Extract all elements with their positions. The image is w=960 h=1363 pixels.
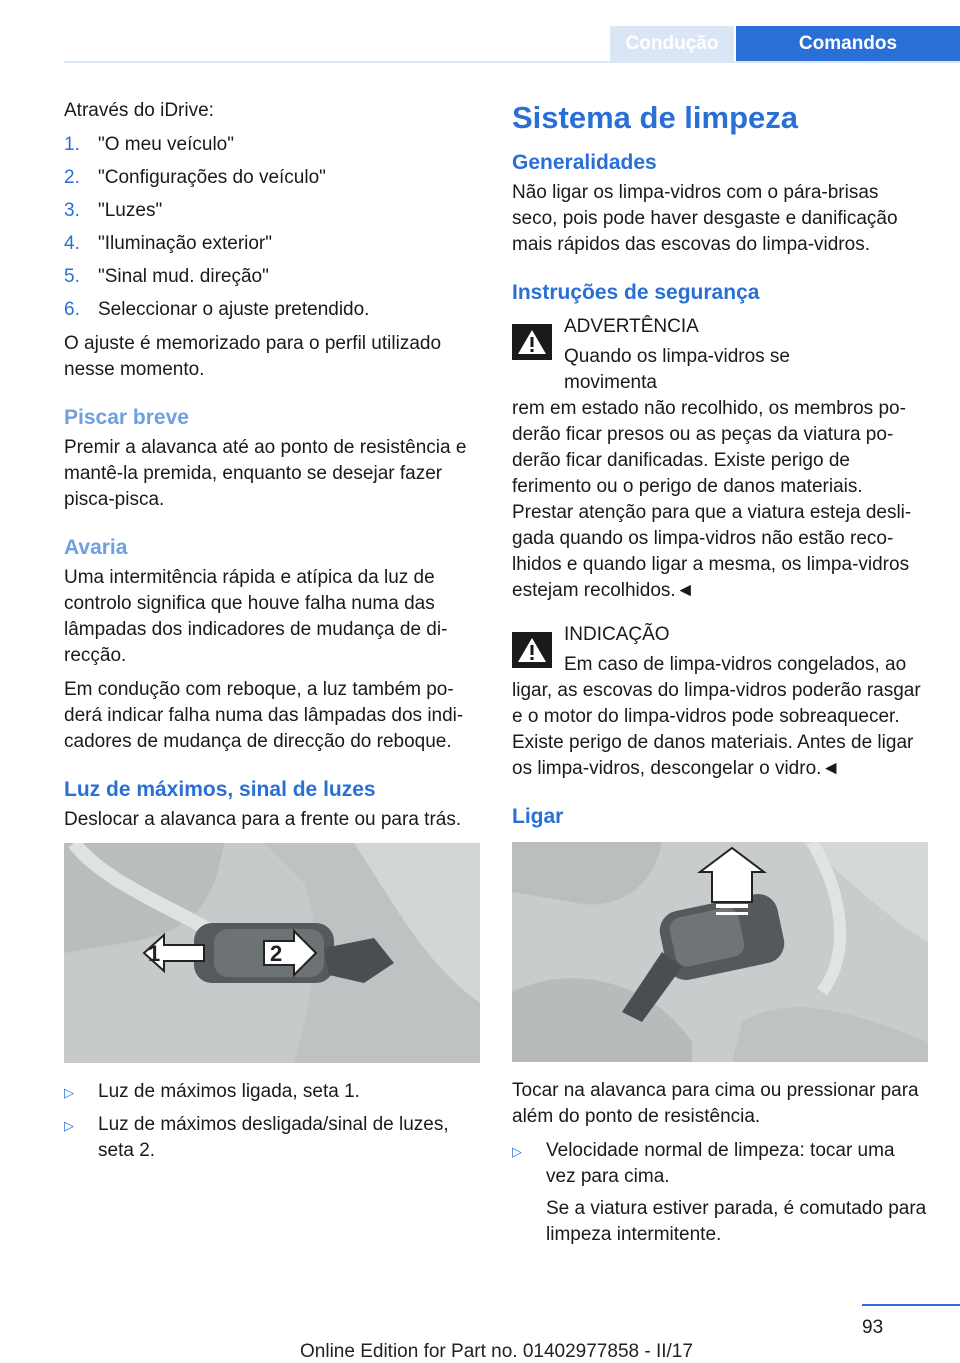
piscar-heading: Piscar breve: [64, 406, 189, 429]
footer-edition: Online Edition for Part no. 01402977858 - II/17: [300, 1341, 693, 1362]
generalidades-text: Não ligar os limpa-vidros com o pára-brisas seco, pois pode haver desgaste e danificação mais rápidos das escovas do limpa-vidros.: [512, 182, 898, 255]
step-item: 3. "Luzes": [64, 200, 163, 221]
notice-label: INDICAÇÃO: [564, 624, 670, 645]
page-title: Sistema de limpeza: [512, 100, 799, 135]
wiper-illustration: [512, 842, 928, 1062]
step-item: 2. "Configurações do veículo": [64, 167, 326, 188]
notice-text: ligar, as escovas do limpa-vidros poderão rasgar e o motor do limpa-vidros pode sobreaquecer. Existe perigo de danos materiais. Antes de ligar os limpa-vidros, descongelar o vidro.◄: [512, 680, 921, 779]
idrive-steps: [64, 132, 480, 323]
header-section-tab: Condução: [610, 26, 734, 61]
generalidades-heading: Generalidades: [512, 151, 657, 174]
list-item: ▷ Velocidade normal de limpeza: tocar uma vez para cima.: [512, 1138, 928, 1190]
ligar-bullets: [512, 1138, 928, 1190]
avaria-para-1: Uma intermitência rápida e atípica da luz de controlo significa que houve falha numa das lâmpadas dos indicadores de mudança de direcção.: [64, 567, 448, 666]
right-column: [512, 98, 928, 1256]
info-notice: [512, 622, 928, 782]
step-item: 4. "Iluminação exterior": [64, 233, 273, 254]
warning-triangle-icon: [512, 324, 552, 360]
triangle-bullet-icon: ▷: [512, 1144, 522, 1159]
warning-first-line: Quando os limpa-vidros se movimenta: [564, 346, 790, 393]
avaria-para-2: Em condução com reboque, a luz também poderá indicar falha numa das lâmpadas dos indicadores de mudança de direcção do reboque.: [64, 679, 464, 752]
warning-notice: [512, 314, 928, 604]
avaria-heading: Avaria: [64, 536, 128, 559]
triangle-bullet-icon: ▷: [64, 1085, 74, 1100]
seguranca-heading: Instruções de segurança: [512, 281, 760, 304]
notice-first-line: Em caso de limpa-vidros congelados, ao: [564, 654, 907, 675]
left-column: [64, 98, 480, 1170]
beam-bullets: [64, 1079, 480, 1164]
luz-text: Deslocar a alavanca para a frente ou para trás.: [64, 809, 462, 830]
notice-triangle-icon: [512, 632, 552, 668]
list-item: ▷ Luz de máximos desligada/sinal de luzes, seta 2.: [64, 1112, 480, 1164]
triangle-bullet-icon: ▷: [64, 1118, 74, 1133]
list-item: ▷ Luz de máximos ligada, seta 1.: [64, 1079, 480, 1106]
high-beam-stalk-figure: [64, 843, 480, 1063]
warning-text: rem em estado não recolhido, os membros poderão ficar presos ou as peças da viatura poderão ficar danificadas. Existe perigo de ferimento ou o perigo de danos materiais. Prestar atenção para que a viatura esteja desligada quando os limpa-vidros não estão recolhidos e quando ligar a mesma, os limpa-vidros estejam recolhidos.◄: [512, 398, 912, 601]
header-chapter-tab: Comandos: [736, 26, 960, 61]
svg-text:1: 1: [148, 941, 161, 966]
wiper-stalk-figure: [512, 842, 928, 1062]
ligar-bullet-subtext: Se a viatura estiver parada, é comutado para limpeza intermitente.: [546, 1198, 927, 1245]
luz-heading: Luz de máximos, sinal de luzes: [64, 778, 376, 801]
memo-text: O ajuste é memorizado para o perfil utilizado nesse momento.: [64, 333, 442, 380]
step-item: 1. "O meu veículo": [64, 134, 234, 155]
ligar-heading: Ligar: [512, 805, 564, 828]
idrive-intro: Através do iDrive:: [64, 100, 214, 121]
footer-divider: [862, 1304, 960, 1306]
step-item: 5. "Sinal mud. direção": [64, 266, 269, 287]
svg-text:2: 2: [270, 941, 283, 966]
stalk-illustration: [64, 843, 480, 1063]
step-item: 6. Seleccionar o ajuste pretendido.: [64, 299, 370, 320]
warning-label: ADVERTÊNCIA: [564, 316, 699, 337]
ligar-text: Tocar na alavanca para cima ou pressionar para além do ponto de resistência.: [512, 1080, 919, 1127]
piscar-text: Premir a alavanca até ao ponto de resistência e mantê-la premida, enquanto se desejar fazer pisca-pisca.: [64, 437, 467, 510]
header-divider: [64, 61, 960, 63]
page-number: 93: [862, 1317, 884, 1338]
